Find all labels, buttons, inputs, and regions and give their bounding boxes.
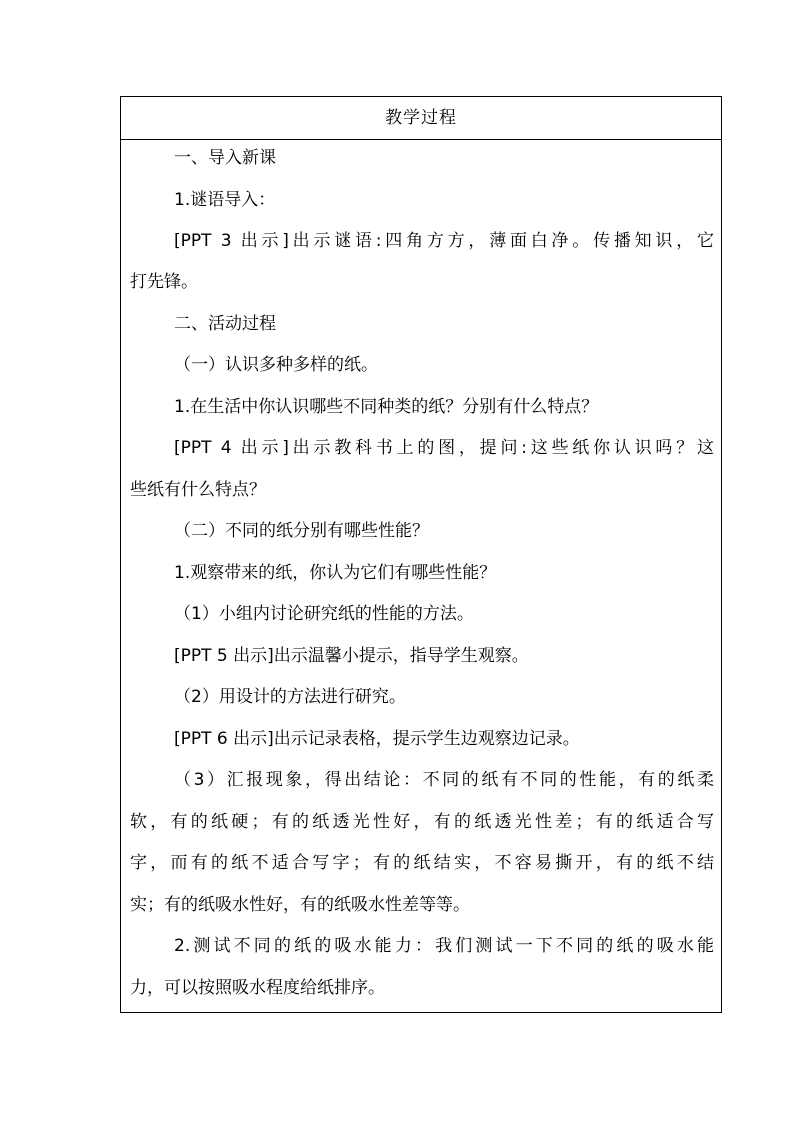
subsection-riddle: 1.谜语导入： xyxy=(174,190,276,210)
paragraph-line: [PPT 3 出示]出示谜语:四角方方，薄面白净。传播知识，它 xyxy=(174,231,714,251)
question-line: 1.观察带来的纸，你认为它们有哪些性能？ xyxy=(174,563,497,583)
lesson-table xyxy=(120,96,722,1013)
paragraph-line: 字，而有的纸不适合写字；有的纸结实，不容易撕开，有的纸不结 xyxy=(130,853,714,873)
paragraph-line: 2.测试不同的纸的吸水能力：我们测试一下不同的纸的吸水能 xyxy=(174,936,714,956)
subsection-heading: （二）不同的纸分别有哪些性能？ xyxy=(174,521,429,541)
table-header: 教学过程 xyxy=(121,97,721,140)
step-line: （2）用设计的方法进行研究。 xyxy=(174,687,406,707)
step-line: （1）小组内讨论研究纸的性能的方法。 xyxy=(174,604,474,624)
paragraph-line: 些纸有什么特点？ xyxy=(130,480,266,500)
subsection-heading: （一）认识多种多样的纸。 xyxy=(174,355,378,375)
section-heading-intro: 一、导入新课 xyxy=(174,148,276,168)
section-heading-activity: 二、活动过程 xyxy=(174,314,276,334)
paragraph-line: 力，可以按照吸水程度给纸排序。 xyxy=(130,978,385,998)
paragraph-line: [PPT 4 出示]出示教科书上的图，提问:这些纸你认识吗？这 xyxy=(174,438,714,458)
paragraph-line: （3）汇报现象，得出结论：不同的纸有不同的性能，有的纸柔 xyxy=(174,770,714,790)
paragraph-line: 打先锋。 xyxy=(130,272,198,292)
paragraph-line: [PPT 5 出示]出示温馨小提示，指导学生观察。 xyxy=(174,646,529,666)
question-line: 1.在生活中你认识哪些不同种类的纸？分别有什么特点？ xyxy=(174,397,599,417)
paragraph-line: 实；有的纸吸水性好，有的纸吸水性差等等。 xyxy=(130,895,470,915)
paragraph-line: [PPT 6 出示]出示记录表格，提示学生边观察边记录。 xyxy=(174,729,580,749)
paragraph-line: 软，有的纸硬；有的纸透光性好，有的纸透光性差；有的纸适合写 xyxy=(130,812,714,832)
